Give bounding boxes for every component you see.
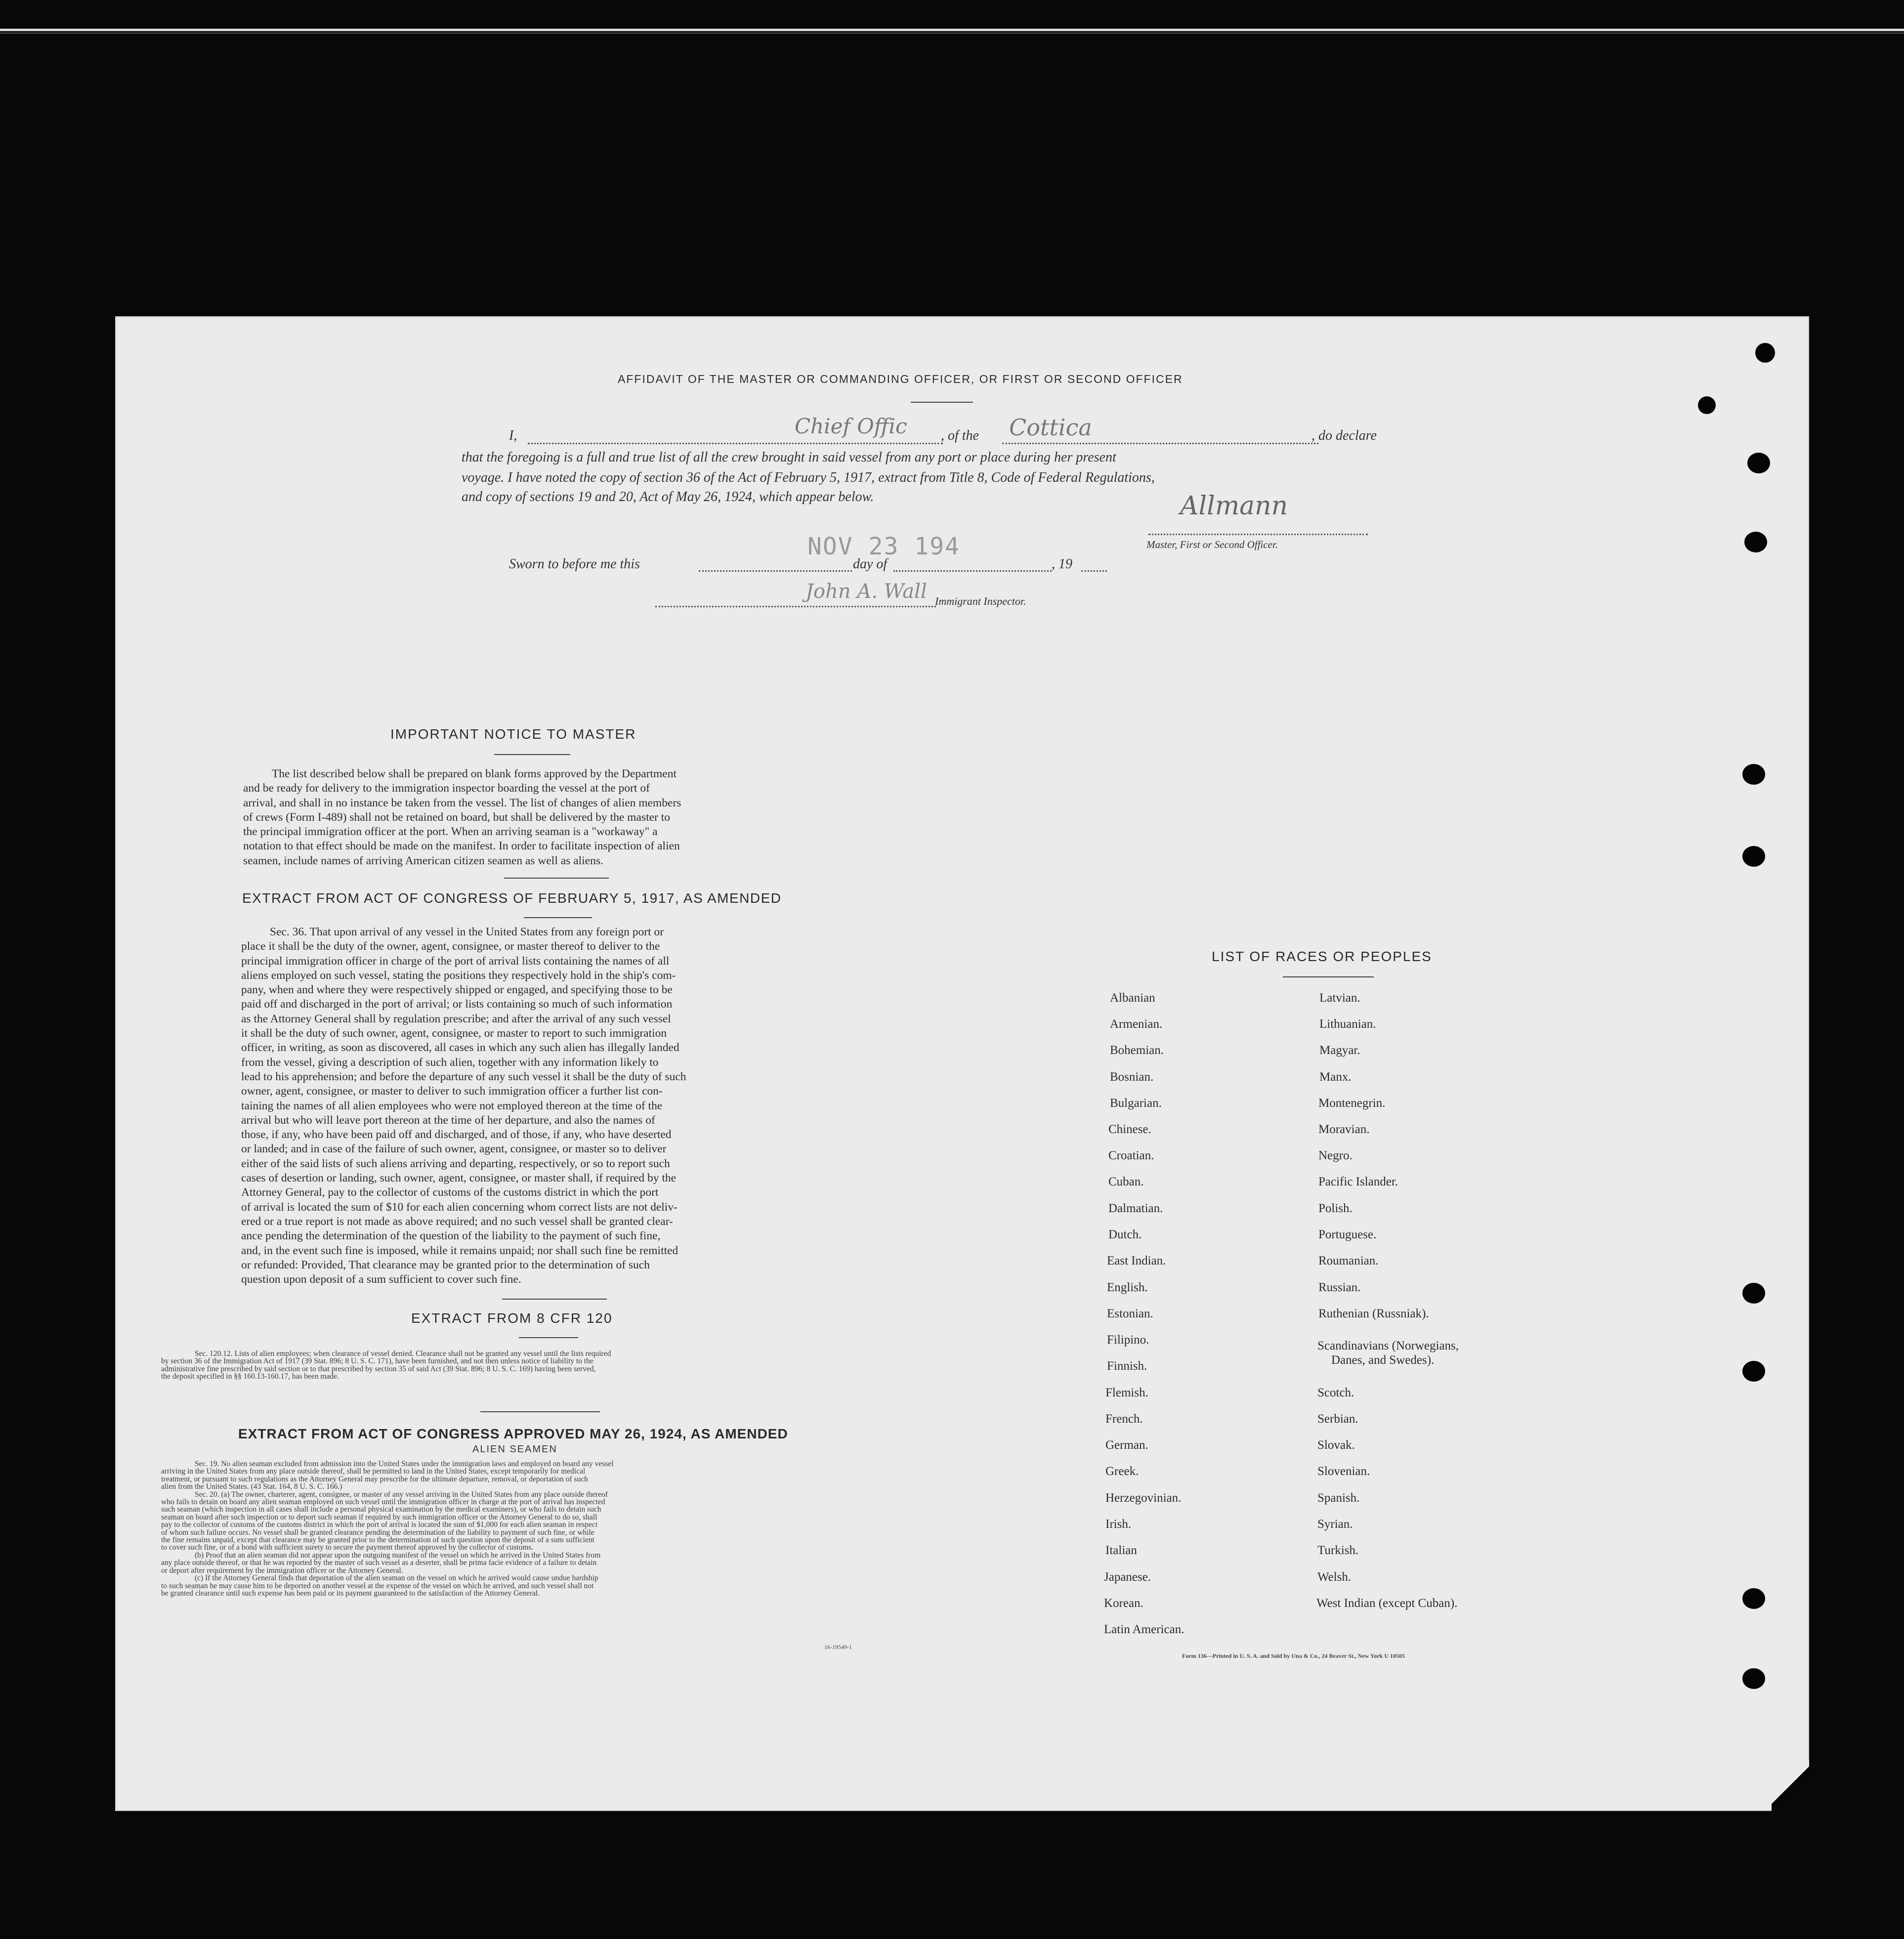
section-36-line: as the Attorney General shall by regulation prescribe; and after the arrival of any such vessel	[241, 1012, 671, 1025]
notice-line: the principal immigration officer at the port. When an arriving seaman is a "workaway" a	[243, 825, 658, 839]
section-36-line: owner, agent, consignee, or master to deliver to such immigration officer a further list con-	[241, 1085, 663, 1098]
race-item: Scotch.	[1317, 1386, 1354, 1399]
punch-hole	[1742, 1283, 1765, 1304]
divider	[911, 402, 973, 403]
race-item: Manx.	[1319, 1070, 1352, 1084]
cfr-line: by section 36 of the Immigration Act of 1917 (39 Stat. 896; 8 U. S. C. 171), have been furnished, and not then unless notice of liability to the	[161, 1357, 593, 1366]
section-36-line: officer, in writing, as soon as discovered, all cases in which any such alien has illegally landed	[241, 1041, 679, 1054]
notice-line: of crews (Form I-489) shall not be retained on board, but shall be delivered by the master to	[243, 810, 671, 824]
race-item: Chinese.	[1108, 1123, 1151, 1136]
race-item: Flemish.	[1105, 1386, 1148, 1399]
cfr-line: administrative fine prescribed by said section or to that prescribed by section 35 of said Act (39 Stat. 896; 8 U. S. C. 169) having been served,	[161, 1364, 596, 1373]
notice-line: and be ready for delivery to the immigration inspector boarding the vessel at the port of	[243, 782, 650, 795]
punch-hole	[1755, 343, 1775, 363]
film-edge-line	[0, 29, 1904, 31]
inspector-label: Immigrant Inspector.	[935, 595, 1026, 607]
affidavit-line-4: and copy of sections 19 and 20, Act of May 26, 1924, which appear below.	[462, 489, 874, 505]
officer-signature-line	[1148, 534, 1368, 535]
section-36-line: pany, when and where they were respectively shipped or engaged, and specifying those to be	[241, 983, 673, 997]
race-item: Greek.	[1105, 1465, 1139, 1478]
race-item: Pacific Islander.	[1318, 1175, 1398, 1188]
race-item: Croatian.	[1108, 1149, 1154, 1162]
race-item: Magyar.	[1319, 1044, 1360, 1057]
cfr-line: Sec. 120.12. Lists of alien employees; when clearance of vessel denied. Clearance shall not be granted any vessel until the lists required	[195, 1349, 611, 1358]
section-36-line: either of the said lists of such aliens arriving and departing, respectively, or so to report such	[241, 1157, 670, 1170]
seamen-line: any place outside thereof, or that he was reported by the master of such vessel as a deserter, shall be prima facie evidence of a failure to detain	[161, 1559, 597, 1567]
race-item: Scandinavians (Norwegians,	[1317, 1339, 1459, 1352]
section-36-line: from the vessel, giving a description of such alien, together with any information likely to	[241, 1055, 659, 1069]
seamen-line: treatment, or pursuant to such regulations as the Attorney General may prescribe for the ultimate departure, removal, or deportation of such	[161, 1475, 588, 1483]
section-36-line: Attorney General, pay to the collector of customs of the customs district in which the port	[241, 1186, 659, 1199]
race-item: Turkish.	[1317, 1544, 1359, 1557]
race-item: Albanian	[1110, 991, 1155, 1005]
race-item: Bohemian.	[1110, 1044, 1164, 1057]
section-36-line: cases of desertion or landing, such owner, agent, consignee, or master shall, if required by the	[241, 1172, 677, 1185]
extract-cfr-title: EXTRACT FROM 8 CFR 120	[411, 1310, 613, 1326]
divider	[480, 1411, 600, 1412]
notice-body	[243, 767, 804, 868]
officer-title-handwriting: Chief Offic	[795, 414, 907, 438]
section-36-line: taining the names of all alien employees who were not employed thereon at the time of the	[241, 1099, 663, 1112]
seamen-line: Sec. 19. No alien seaman excluded from admission into the United States under the immigration laws and employed on board any vessel	[195, 1460, 614, 1468]
section-36-line: it shall be the duty of such owner, agent, consignee, or master to report to such immigration	[241, 1027, 667, 1040]
sworn-year-line	[1081, 570, 1107, 572]
film-edge-line-shadow	[0, 33, 1904, 34]
affidavit-title: AFFIDAVIT OF THE MASTER OR COMMANDING OFFICER, OR FIRST OR SECOND OFFICER	[618, 373, 1183, 385]
form-code: 16-19549-1	[824, 1644, 852, 1650]
race-item: Moravian.	[1318, 1123, 1370, 1136]
race-item: Welsh.	[1317, 1570, 1352, 1584]
seamen-line: the fine remains unpaid, except that clearance may be granted prior to the determination of such question upon the deposit of a sum sufficient	[161, 1536, 594, 1545]
extract-1917-title: EXTRACT FROM ACT OF CONGRESS OF FEBRUARY 5, 1917, AS AMENDED	[242, 890, 782, 906]
year-label: , 19	[1052, 556, 1072, 572]
affidavit-line-3: voyage. I have noted the copy of section 36 of the Act of February 5, 1917, extract from Title 8, Code of Federal Regulations,	[462, 470, 1155, 485]
punch-hole	[1742, 1361, 1765, 1382]
race-item: Irish.	[1105, 1517, 1132, 1531]
divider	[502, 1299, 607, 1300]
vessel-name-line	[1002, 443, 1318, 444]
notice-line: The list described below shall be prepared on blank forms approved by the Department	[272, 767, 677, 780]
seamen-line: (c) If the Attorney General finds that deportation of the alien seaman on the vessel on which he arrived would cause undue hardship	[195, 1574, 598, 1583]
race-item: Herzegovinian.	[1105, 1491, 1182, 1505]
punch-hole	[1742, 764, 1765, 785]
punch-hole	[1742, 1668, 1765, 1689]
officer-signature: Allmann	[1180, 491, 1288, 521]
section-36-line: Sec. 36. That upon arrival of any vessel in the United States from any foreign port or	[270, 926, 664, 938]
officer-title-line	[528, 443, 943, 444]
seamen-line: Sec. 20. (a) The owner, charterer, agent, consignee, or master of any vessel arriving in the United States from any place outside thereof	[195, 1490, 608, 1499]
divider	[519, 1337, 578, 1338]
race-item: East Indian.	[1107, 1254, 1166, 1267]
section-36-line: principal immigration officer in charge of the port of arrival lists containing the names of all	[241, 954, 670, 968]
notice-title: IMPORTANT NOTICE TO MASTER	[390, 726, 636, 742]
race-item: Polish.	[1318, 1202, 1353, 1215]
race-item: German.	[1105, 1438, 1148, 1452]
race-item: Portuguese.	[1318, 1228, 1377, 1241]
race-item: Slovak.	[1317, 1438, 1355, 1452]
section-36-line: and, in the event such fine is imposed, while it remains unpaid; nor shall such fine be remitted	[241, 1244, 678, 1257]
extract-1917-body	[241, 925, 801, 1287]
race-item: Spanish.	[1317, 1491, 1360, 1505]
inspector-signature-line	[655, 606, 936, 607]
seamen-line: or deport after requirement by the immigration officer or the Attorney General.	[161, 1566, 403, 1575]
affidavit-line-2: that the foregoing is a full and true list of all the crew brought in said vessel from any port or place during her present	[462, 450, 1116, 465]
divider	[494, 754, 570, 755]
inspector-signature: John A. Wall	[805, 580, 927, 603]
section-36-line: lead to his apprehension; and before the departure of any such vessel it shall be the duty of such	[241, 1070, 686, 1083]
seamen-line: be granted clearance until such expense has been paid or its payment guaranteed to the satisfaction of the Attorney General.	[161, 1589, 540, 1598]
sworn-month-line	[893, 570, 1052, 572]
extract-1924-subtitle: ALIEN SEAMEN	[472, 1444, 557, 1455]
race-item: Negro.	[1318, 1149, 1353, 1162]
seamen-line: of whom such failure occurs. No vessel shall be granted clearance pending the determination of the liability to payment of such fine, or while	[161, 1528, 594, 1537]
seamen-line: seaman on board after such inspection or to deport such seaman if required by such immigration officer or the Attorney General to do so, shall	[161, 1513, 597, 1521]
divider	[504, 878, 609, 879]
of-the-label: , of the	[941, 428, 979, 443]
race-item: Filipino.	[1107, 1333, 1149, 1347]
section-36-line: ered or a true report is not made as above required; and no such vessel shall be granted clear-	[241, 1215, 673, 1228]
punch-hole	[1742, 846, 1765, 867]
punch-hole	[1698, 396, 1716, 414]
seamen-line: pay to the collector of customs of the customs district in which the port of arrival is located the sum of $1,000 for each alien seaman in respect	[161, 1520, 598, 1529]
sworn-day-line	[699, 570, 852, 572]
race-item: Serbian.	[1317, 1412, 1358, 1426]
race-item: Lithuanian.	[1319, 1017, 1376, 1031]
race-item: Bulgarian.	[1110, 1096, 1162, 1110]
printer-imprint: Form 136—Printed in U. S. A. and Sold by Una & Co., 24 Beaver St., New York U 10505	[1182, 1652, 1405, 1659]
race-item: Latvian.	[1319, 991, 1360, 1005]
extract-cfr-body	[161, 1350, 877, 1381]
race-item: Bosnian.	[1110, 1070, 1154, 1084]
race-item: Italian	[1105, 1544, 1137, 1557]
section-36-line: paid off and discharged in the port of arrival; or lists containing so much of such information	[241, 998, 673, 1011]
vessel-name-handwriting: Cottica	[1009, 414, 1092, 441]
race-item: Japanese.	[1104, 1570, 1151, 1584]
section-36-line: question upon deposit of a sum sufficient to cover such fine.	[241, 1273, 521, 1286]
seamen-line: who fails to detain on board any alien seaman employed on such vessel until the immigration officer in charge at the port of arrival has inspected	[161, 1498, 605, 1507]
race-item: Danes, and Swedes).	[1331, 1353, 1435, 1367]
notice-line: seamen, include names of arriving American citizen seamen as well as aliens.	[243, 854, 603, 867]
day-of-label: day of	[853, 556, 888, 572]
section-36-line: aliens employed on such vessel, stating the positions they respectively hold in the ship's com-	[241, 969, 676, 982]
section-36-line: or landed; and in case of the failure of such owner, agent, consignee, or master so to deliver	[241, 1142, 667, 1156]
seamen-line: such seaman (which inspection in all cases shall include a personal physical examination by the medical examiners), or who fails to detain such	[161, 1505, 601, 1514]
extract-1924-body	[161, 1460, 877, 1597]
race-item: Dalmatian.	[1108, 1202, 1163, 1215]
cfr-line: the deposit specified in §§ 160.13-160.17, has been made.	[161, 1372, 339, 1381]
section-36-line: place it shall be the duty of the owner, agent, consignee, or master thereof to deliver to the	[241, 940, 660, 953]
race-item: Ruthenian (Russniak).	[1318, 1307, 1429, 1320]
section-36-line: ance pending the determination of the question of the liability to the payment of such fine,	[241, 1229, 661, 1243]
section-36-line: of arrival is located the sum of $10 for each alien concerning whom correct lists are not deliv-	[241, 1200, 677, 1214]
race-item: Montenegrin.	[1318, 1096, 1386, 1110]
race-item: Cuban.	[1108, 1175, 1144, 1188]
race-item: Slovenian.	[1317, 1465, 1370, 1478]
officer-signature-label: Master, First or Second Officer.	[1146, 539, 1278, 550]
races-title: LIST OF RACES OR PEOPLES	[1212, 949, 1432, 964]
punch-hole	[1747, 453, 1770, 473]
race-item: Dutch.	[1108, 1228, 1142, 1241]
race-item: Syrian.	[1317, 1517, 1353, 1531]
race-item: Russian.	[1318, 1281, 1361, 1294]
section-36-line: those, if any, who have been paid off and discharged, and of those, if any, who have deserted	[241, 1128, 672, 1141]
race-item: English.	[1107, 1281, 1148, 1294]
seamen-line: to cover such fine, or of a bond with sufficient surety to secure the payment thereof approved by the collector of customs.	[161, 1543, 534, 1552]
extract-1924-title: EXTRACT FROM ACT OF CONGRESS APPROVED MAY 26, 1924, AS AMENDED	[238, 1426, 788, 1441]
date-stamp: NOV 23 194	[807, 533, 960, 560]
divider	[1283, 976, 1374, 977]
race-item: Armenian.	[1110, 1017, 1163, 1031]
seamen-line: to such seaman he may cause him to be deported on another vessel at the expense of the vessel on which he arrived, and such vessel shall not	[161, 1581, 594, 1590]
race-item: Finnish.	[1107, 1359, 1147, 1373]
race-item: Latin American.	[1104, 1623, 1185, 1636]
seamen-line: arriving in the United States from any place outside thereof, shall be permitted to land in the United States, except temporarily for medical	[161, 1467, 586, 1476]
punch-hole	[1742, 1588, 1765, 1609]
seamen-line: (b) Proof that an alien seaman did not appear upon the outgoing manifest of the vessel on which he arrived in the United States from	[195, 1551, 601, 1560]
sworn-label: Sworn to before me this	[509, 556, 640, 572]
race-item: Estonian.	[1107, 1307, 1153, 1320]
race-item: West Indian (except Cuban).	[1316, 1597, 1458, 1610]
divider	[524, 917, 592, 918]
race-item: Roumanian.	[1318, 1254, 1379, 1267]
affidavit-i-label: I,	[509, 428, 517, 443]
do-declare-label: , do declare	[1312, 428, 1377, 443]
race-item: French.	[1105, 1412, 1143, 1426]
notice-line: notation to that effect should be made on the manifest. In order to facilitate inspection of alien	[243, 840, 680, 853]
seamen-line: alien from the United States. (43 Stat. 164, 8 U. S. C. 166.)	[161, 1482, 342, 1491]
section-36-line: arrival but who will leave port thereon at the time of her departure, and also the names of	[241, 1113, 655, 1127]
notice-line: arrival, and shall in no instance be taken from the vessel. The list of changes of alien members	[243, 796, 681, 809]
punch-hole	[1744, 532, 1767, 552]
race-item: Korean.	[1104, 1597, 1143, 1610]
page-corner-fold	[1772, 1759, 1809, 1811]
section-36-line: or refunded: Provided, That clearance may be granted prior to the determination of such	[241, 1258, 650, 1271]
